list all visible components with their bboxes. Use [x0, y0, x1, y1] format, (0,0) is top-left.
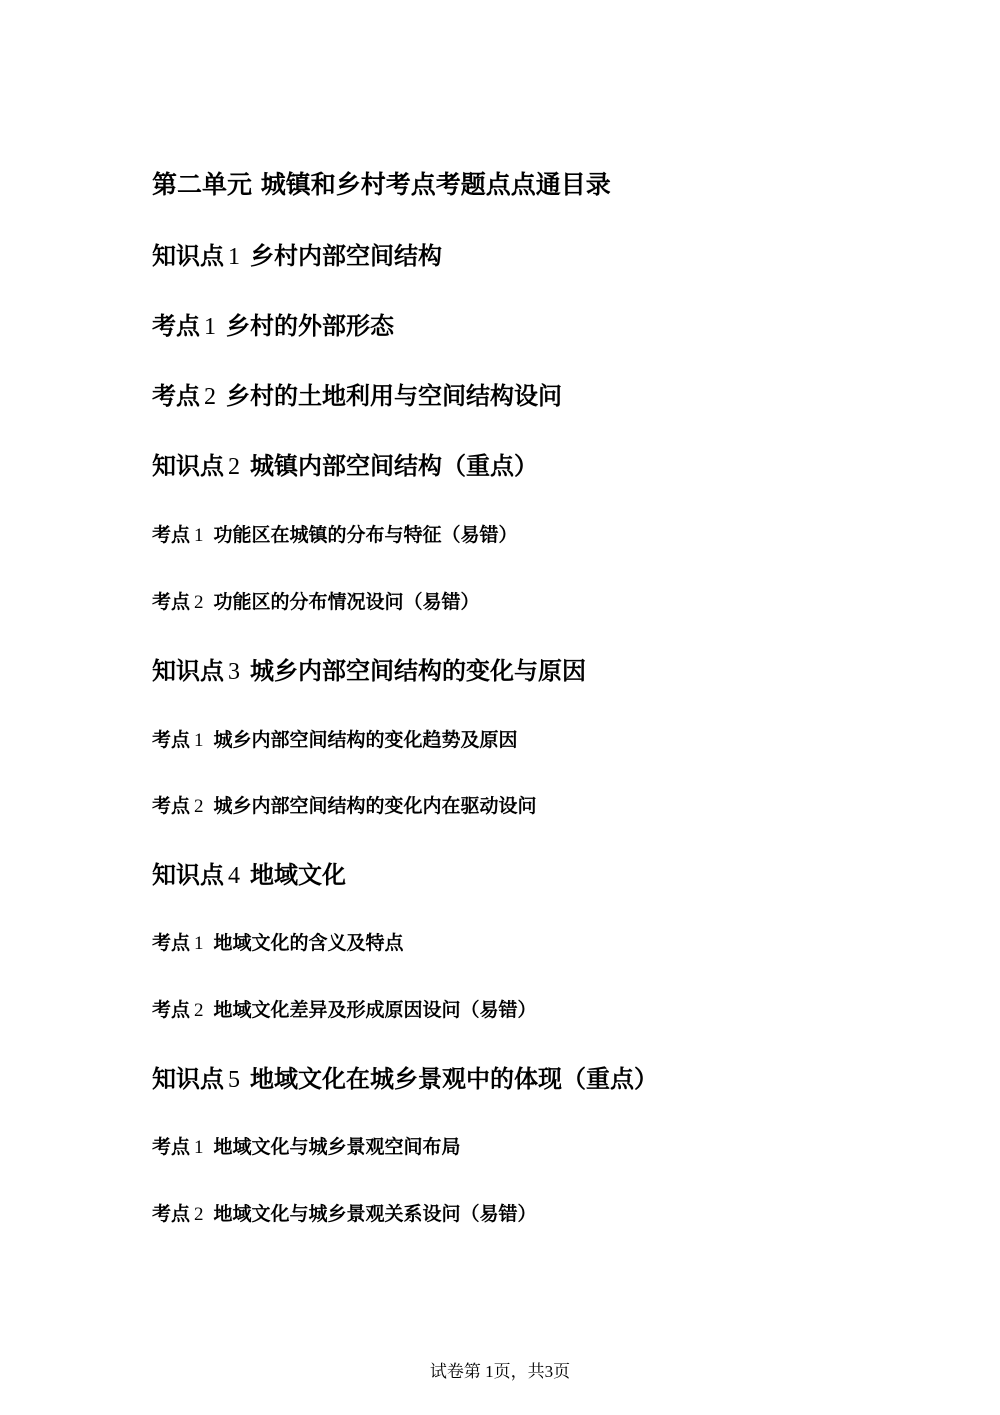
toc-prefix: 知识点 [152, 1065, 224, 1093]
toc-number: 1 [194, 1137, 204, 1158]
toc-exam-point [152, 731, 518, 750]
toc-text: 乡村的外部形态 [226, 312, 394, 340]
toc-number: 2 [194, 1000, 204, 1021]
toc-text: 功能区的分布情况设问（易错） [213, 591, 480, 613]
toc-exam-point [152, 1001, 537, 1020]
toc-knowledge-point [152, 244, 442, 269]
toc-prefix: 考点 [152, 382, 200, 410]
toc-exam-point [152, 314, 394, 339]
toc-number: 2 [194, 1204, 204, 1225]
toc-knowledge-point [152, 1067, 658, 1092]
toc-prefix: 考点 [152, 591, 191, 613]
toc-prefix: 考点 [152, 729, 191, 751]
toc-knowledge-point [152, 659, 586, 684]
toc-number: 1 [194, 730, 204, 751]
toc-text: 地域文化与城乡景观关系设问（易错） [213, 1203, 537, 1225]
toc-number: 2 [228, 454, 240, 480]
toc-number: 1 [194, 525, 204, 546]
toc-text: 城乡内部空间结构的变化与原因 [250, 657, 586, 685]
toc-knowledge-point [152, 454, 538, 479]
toc-text: 城乡内部空间结构的变化内在驱动设问 [213, 795, 537, 817]
toc-exam-point [152, 526, 518, 545]
toc-prefix: 知识点 [152, 452, 224, 480]
toc-text: 地域文化 [250, 861, 346, 889]
toc-text: 乡村内部空间结构 [250, 242, 442, 270]
toc-number: 2 [194, 592, 204, 613]
page-footer: 试卷第 1页，共3页 [429, 1362, 571, 1381]
toc-exam-point [152, 1205, 537, 1224]
toc-exam-point [152, 384, 562, 409]
toc-knowledge-point [152, 863, 346, 888]
toc-number: 2 [204, 384, 216, 410]
toc-prefix: 知识点 [152, 657, 224, 685]
document-title: 第二单元 城镇和乡村考点考题点点通目录 [152, 170, 611, 199]
toc-exam-point [152, 1138, 461, 1157]
toc-number: 2 [194, 796, 204, 817]
toc-text: 地域文化与城乡景观空间布局 [213, 1136, 461, 1158]
toc-prefix: 考点 [152, 999, 191, 1021]
toc-prefix: 考点 [152, 1203, 191, 1225]
toc-number: 1 [194, 933, 204, 954]
toc-text: 地域文化的含义及特点 [213, 932, 404, 954]
toc-exam-point [152, 593, 480, 612]
toc-text: 城镇内部空间结构（重点） [250, 452, 538, 480]
toc-prefix: 考点 [152, 932, 191, 954]
toc-prefix: 考点 [152, 795, 191, 817]
toc-number: 3 [228, 659, 240, 685]
toc-prefix: 知识点 [152, 242, 224, 270]
toc-text: 功能区在城镇的分布与特征（易错） [213, 524, 518, 546]
toc-number: 1 [228, 244, 240, 270]
toc-exam-point [152, 797, 537, 816]
toc-prefix: 考点 [152, 524, 191, 546]
toc-text: 地域文化差异及形成原因设问（易错） [213, 999, 537, 1021]
toc-prefix: 知识点 [152, 861, 224, 889]
toc-prefix: 考点 [152, 1136, 191, 1158]
toc-number: 4 [228, 863, 240, 889]
toc-number: 1 [204, 314, 216, 340]
toc-text: 地域文化在城乡景观中的体现（重点） [250, 1065, 658, 1093]
toc-text: 城乡内部空间结构的变化趋势及原因 [213, 729, 518, 751]
toc-number: 5 [228, 1067, 240, 1093]
toc-exam-point [152, 934, 404, 953]
toc-text: 乡村的土地利用与空间结构设问 [226, 382, 562, 410]
toc-prefix: 考点 [152, 312, 200, 340]
